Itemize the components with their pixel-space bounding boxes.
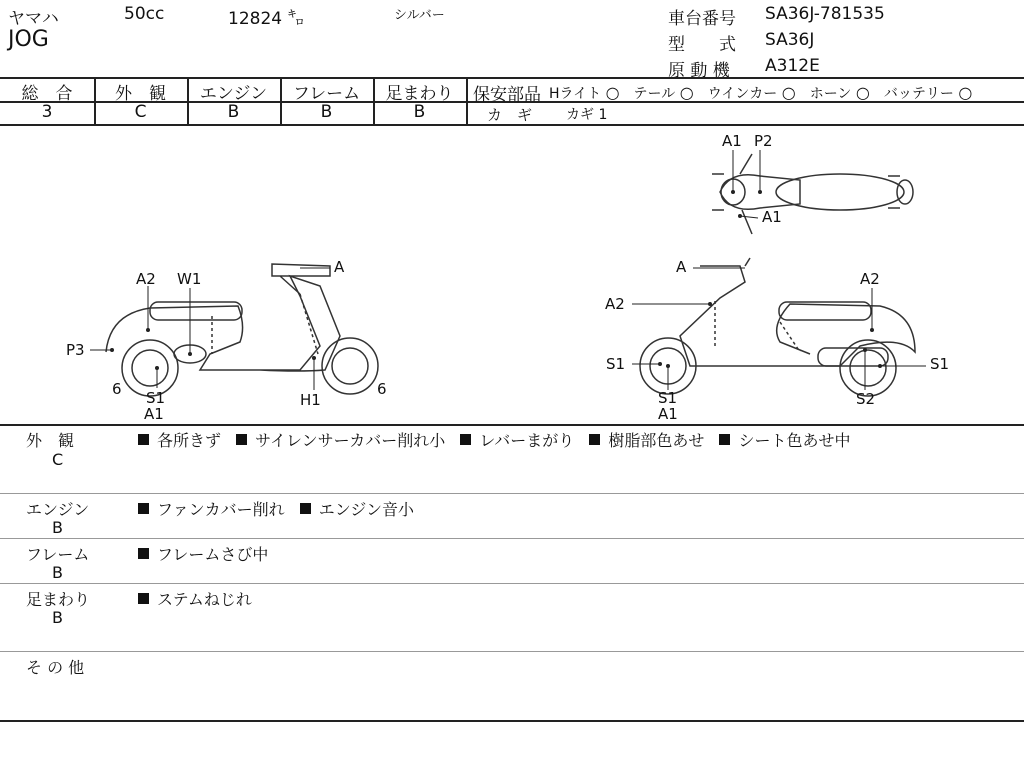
- grade-overall: 3: [41, 102, 53, 122]
- diagram-label: 6: [112, 380, 122, 398]
- frame-no: SA36J-781535: [765, 4, 885, 24]
- type-value: SA36J: [765, 30, 815, 50]
- diagram-label: A1: [658, 405, 678, 423]
- divider: [0, 424, 1024, 426]
- diagram-label: P2: [754, 132, 773, 150]
- damage-diagram: [0, 126, 1024, 424]
- list-item: サイレンサーカバー削れ小: [236, 428, 445, 451]
- bullet-square-icon: [138, 503, 149, 514]
- diagram-label: A1: [722, 132, 742, 150]
- diagram-label: A: [334, 258, 345, 276]
- grade-header-suspension: 足まわり: [385, 84, 454, 104]
- list-item: シート色あせ中: [719, 428, 850, 451]
- displacement: 50cc: [124, 4, 165, 24]
- status-circle-icon: ○: [855, 82, 870, 102]
- note-label: エンジン: [26, 500, 90, 519]
- note-grade: B: [52, 518, 63, 537]
- divider: [0, 493, 1024, 494]
- grade-header-overall: 総 合: [21, 84, 73, 104]
- list-item: ステムねじれ: [138, 587, 252, 610]
- safety-item-horn: ホーン ○: [809, 82, 870, 102]
- diagram-label: A2: [860, 270, 880, 288]
- list-item: 各所きず: [138, 428, 221, 451]
- type-label: 型 式: [668, 35, 736, 55]
- safety-item-tail: テール ○: [633, 82, 694, 102]
- note-grade: B: [52, 563, 63, 582]
- diagram-label: S2: [856, 390, 876, 408]
- grade-engine: B: [227, 102, 240, 122]
- note-label: 外 観: [26, 431, 75, 450]
- grade-header-engine: エンジン: [199, 84, 268, 104]
- divider: [0, 538, 1024, 539]
- scooter-top-view: [712, 154, 913, 234]
- diagram-label: A1: [762, 208, 782, 226]
- divider: [466, 77, 468, 125]
- note-items: [138, 542, 278, 565]
- status-circle-icon: ○: [781, 82, 796, 102]
- note-items: [138, 497, 424, 520]
- grade-header-frame: フレーム: [292, 84, 361, 104]
- diagram-label: S1: [930, 355, 950, 373]
- note-items: [138, 428, 860, 451]
- bullet-square-icon: [300, 503, 311, 514]
- bullet-square-icon: [138, 548, 149, 559]
- status-circle-icon: ○: [958, 82, 973, 102]
- status-circle-icon: ○: [679, 82, 694, 102]
- safety-item-headlight: Hライト ○: [549, 82, 620, 102]
- bullet-square-icon: [236, 434, 247, 445]
- note-items: [138, 587, 262, 610]
- note-grade: B: [52, 608, 63, 627]
- diagram-label: A2: [136, 270, 156, 288]
- frame-no-label: 車台番号: [668, 9, 736, 29]
- grade-header-exterior: 外 観: [115, 84, 166, 104]
- list-item: ファンカバー削れ: [138, 497, 285, 520]
- diagram-label: S1: [658, 389, 678, 407]
- note-label: 足まわり: [26, 590, 91, 609]
- bullet-square-icon: [138, 434, 149, 445]
- note-grade: C: [52, 450, 64, 469]
- engine-value: A312E: [765, 56, 820, 76]
- diagram-label: 6: [377, 380, 387, 398]
- diagram-label: A2: [605, 295, 625, 313]
- safety-item-battery: バッテリー ○: [883, 82, 973, 102]
- safety-parts: [473, 80, 986, 105]
- maker: ヤマハ: [8, 9, 59, 29]
- color: シルバー: [394, 8, 445, 23]
- safety-label: 保安部品: [473, 85, 541, 105]
- list-item: エンジン音小: [300, 497, 414, 520]
- grade-exterior: C: [134, 102, 147, 122]
- engine-label: 原 動 機: [668, 61, 730, 81]
- diagram-label: H1: [300, 391, 321, 409]
- diagram-label: S1: [606, 355, 626, 373]
- diagram-label: S1: [146, 389, 166, 407]
- key-value: カギ 1: [566, 107, 608, 123]
- diagram-label: A1: [144, 405, 164, 423]
- grade-suspension: B: [413, 102, 426, 122]
- list-item: レバーまがり: [460, 428, 574, 451]
- list-item: フレームさび中: [138, 542, 268, 565]
- mileage: 12824 ㌔: [228, 9, 305, 29]
- divider: [0, 720, 1024, 722]
- safety-item-winker: ウインカー ○: [707, 82, 796, 102]
- grade-frame: B: [320, 102, 333, 122]
- bullet-square-icon: [138, 593, 149, 604]
- divider: [0, 651, 1024, 652]
- diagram-label: A: [676, 258, 687, 276]
- note-label: そ の 他: [26, 658, 85, 677]
- status-circle-icon: ○: [605, 82, 620, 102]
- key-label: カ ギ: [487, 106, 533, 124]
- divider: [0, 583, 1024, 584]
- note-label: フレーム: [26, 545, 90, 564]
- bullet-square-icon: [589, 434, 600, 445]
- list-item: 樹脂部色あせ: [589, 428, 704, 451]
- bullet-square-icon: [460, 434, 471, 445]
- model-name: JOG: [8, 27, 49, 52]
- diagram-label: P3: [66, 341, 85, 359]
- bullet-square-icon: [719, 434, 730, 445]
- diagram-label: W1: [177, 270, 202, 288]
